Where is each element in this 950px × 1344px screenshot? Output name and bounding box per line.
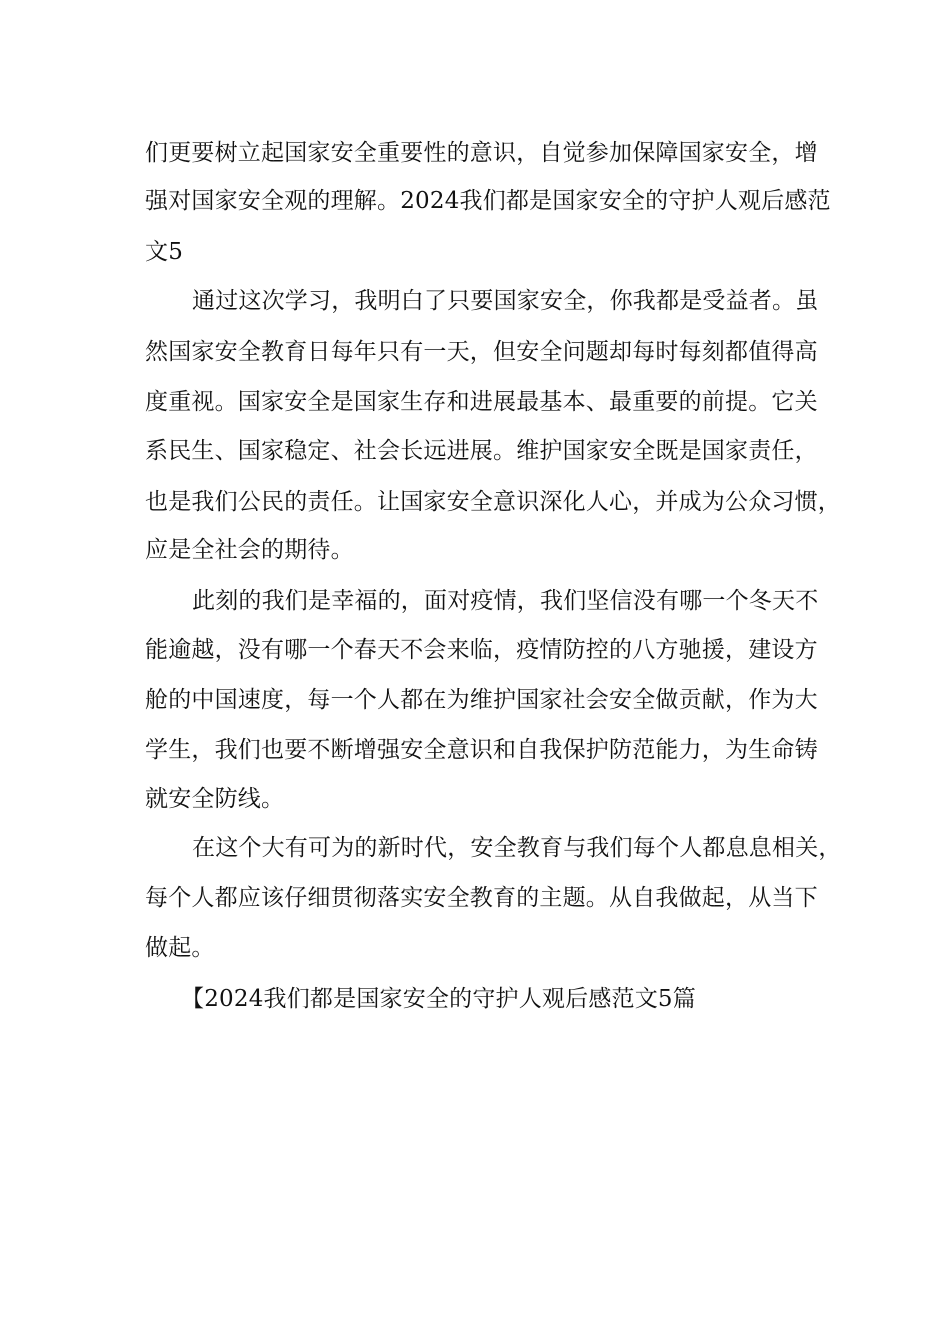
closing-title-line: 【2024我们都是国家安全的守护人观后感范文5篇 <box>181 986 696 1012</box>
text-line: 然国家安全教育日每年只有一天，但安全问题却每时每刻都值得高 <box>145 339 818 365</box>
text-line: 们更要树立起国家安全重要性的意识，自觉参加保障国家安全，增 <box>145 140 818 166</box>
text-line: 就安全防线。 <box>145 786 285 812</box>
text-line: 每个人都应该仔细贯彻落实安全教育的主题。从自我做起，从当下 <box>145 885 818 911</box>
text-line: 能逾越，没有哪一个春天不会来临，疫情防控的八方驰援，建设方 <box>145 637 818 663</box>
text-line: 文5 <box>145 239 184 265</box>
text-line: 强对国家安全观的理解。2024我们都是国家安全的守护人观后感范 <box>145 188 831 214</box>
paragraph-first-line: 此刻的我们是幸福的，面对疫情，我们坚信没有哪一个冬天不 <box>192 588 819 614</box>
text-line: 应是全社会的期待。 <box>145 537 354 563</box>
paragraph-first-line: 通过这次学习，我明白了只要国家安全，你我都是受益者。虽 <box>192 288 819 314</box>
text-line: 度重视。国家安全是国家生存和进展最基本、最重要的前提。它关 <box>145 389 818 415</box>
text-line: 学生，我们也要不断增强安全意识和自我保护防范能力，为生命铸 <box>145 737 818 763</box>
text-line: 系民生、国家稳定、社会长远进展。维护国家安全既是国家责任， <box>145 438 818 464</box>
text-line: 也是我们公民的责任。让国家安全意识深化人心，并成为公众习惯， <box>145 489 841 515</box>
text-line: 舱的中国速度，每一个人都在为维护国家社会安全做贡献，作为大 <box>145 687 818 713</box>
paragraph-first-line: 在这个大有可为的新时代，安全教育与我们每个人都息息相关， <box>192 835 842 861</box>
text-line: 做起。 <box>145 935 215 961</box>
